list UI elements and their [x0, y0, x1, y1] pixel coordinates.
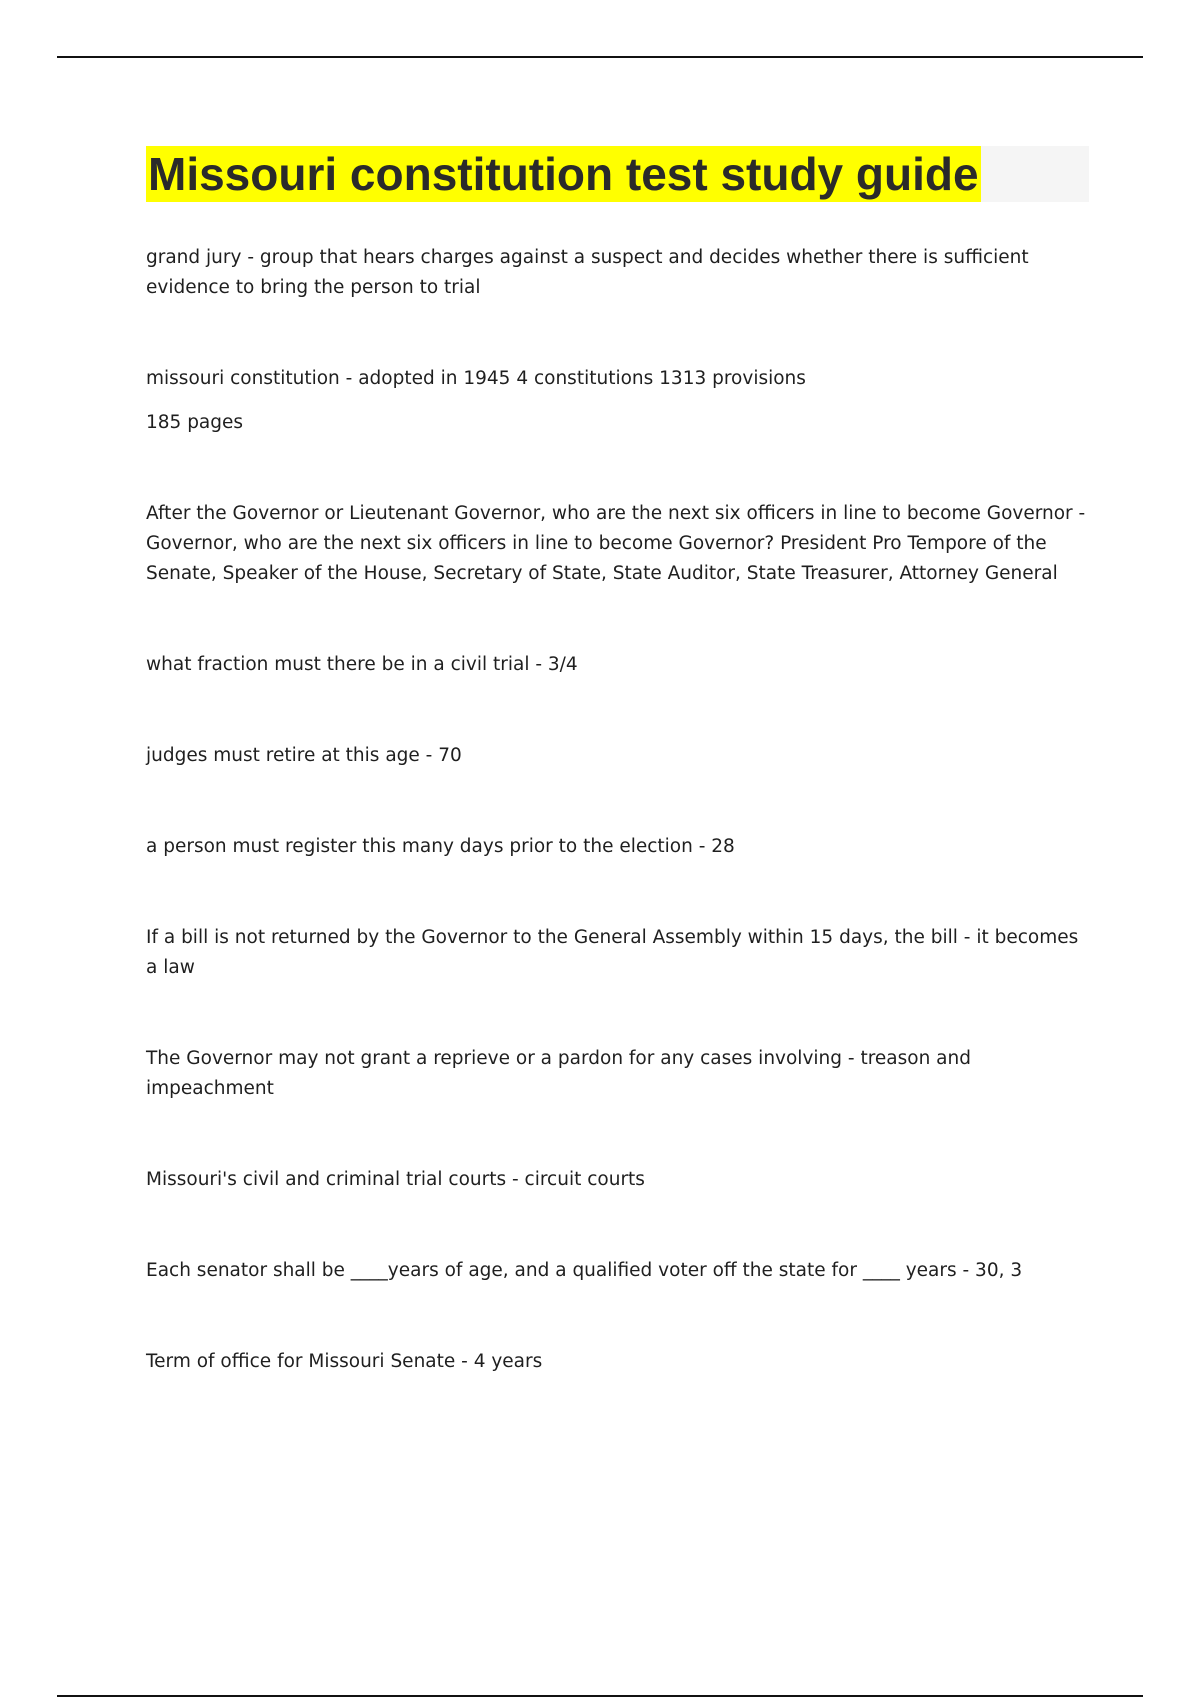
entry-text: what fraction must there be in a civil trial - 3/4 — [146, 654, 578, 675]
entry-grand-jury — [146, 243, 1086, 303]
entry-reprieve-pardon — [146, 1044, 1086, 1104]
entry-missouri-constitution — [146, 364, 1086, 438]
entry-senator-requirements — [146, 1256, 1086, 1286]
entry-text: Term of office for Missouri Senate - 4 years — [146, 1351, 543, 1372]
entry-voter-registration — [146, 832, 1086, 862]
entry-text: After the Governor or Lieutenant Governor, who are the next six officers in line to become Governor - Governor, who are the next six officers in line to become Governor? President Pro Tempore of the Senate, Speaker of the House, Secretary of State, State Auditor, State Treasurer, Attorney General — [146, 503, 1086, 584]
entry-text: grand jury - group that hears charges against a suspect and decides whether there is sufficient evidence to bring the person to trial — [146, 247, 1029, 298]
entry-text: Missouri's civil and criminal trial courts - circuit courts — [146, 1169, 645, 1190]
entry-extra-text: 185 pages — [146, 412, 244, 433]
entry-line-of-succession — [146, 499, 1086, 589]
entry-text: If a bill is not returned by the Governor to the General Assembly within 15 days, the bill - it becomes a law — [146, 927, 1079, 978]
bottom-rule — [57, 1695, 1143, 1697]
page-title: Missouri constitution test study guide — [148, 148, 979, 200]
entry-text: judges must retire at this age - 70 — [146, 745, 462, 766]
entry-civil-trial-fraction — [146, 650, 1086, 680]
entry-text: The Governor may not grant a reprieve or a pardon for any cases involving - treason and impeachment — [146, 1048, 971, 1099]
entry-text: Each senator shall be ____years of age, and a qualified voter off the state for ____ years - 30, 3 — [146, 1260, 1023, 1281]
entry-bill-becomes-law — [146, 923, 1086, 983]
top-rule — [57, 56, 1143, 58]
entry-text: missouri constitution - adopted in 1945 4 constitutions 1313 provisions — [146, 368, 806, 389]
entry-senate-term — [146, 1347, 1086, 1377]
entry-trial-courts — [146, 1165, 1086, 1195]
study-guide-content — [146, 243, 1086, 1438]
entry-judge-retirement — [146, 741, 1086, 771]
entry-text: a person must register this many days prior to the election - 28 — [146, 836, 735, 857]
